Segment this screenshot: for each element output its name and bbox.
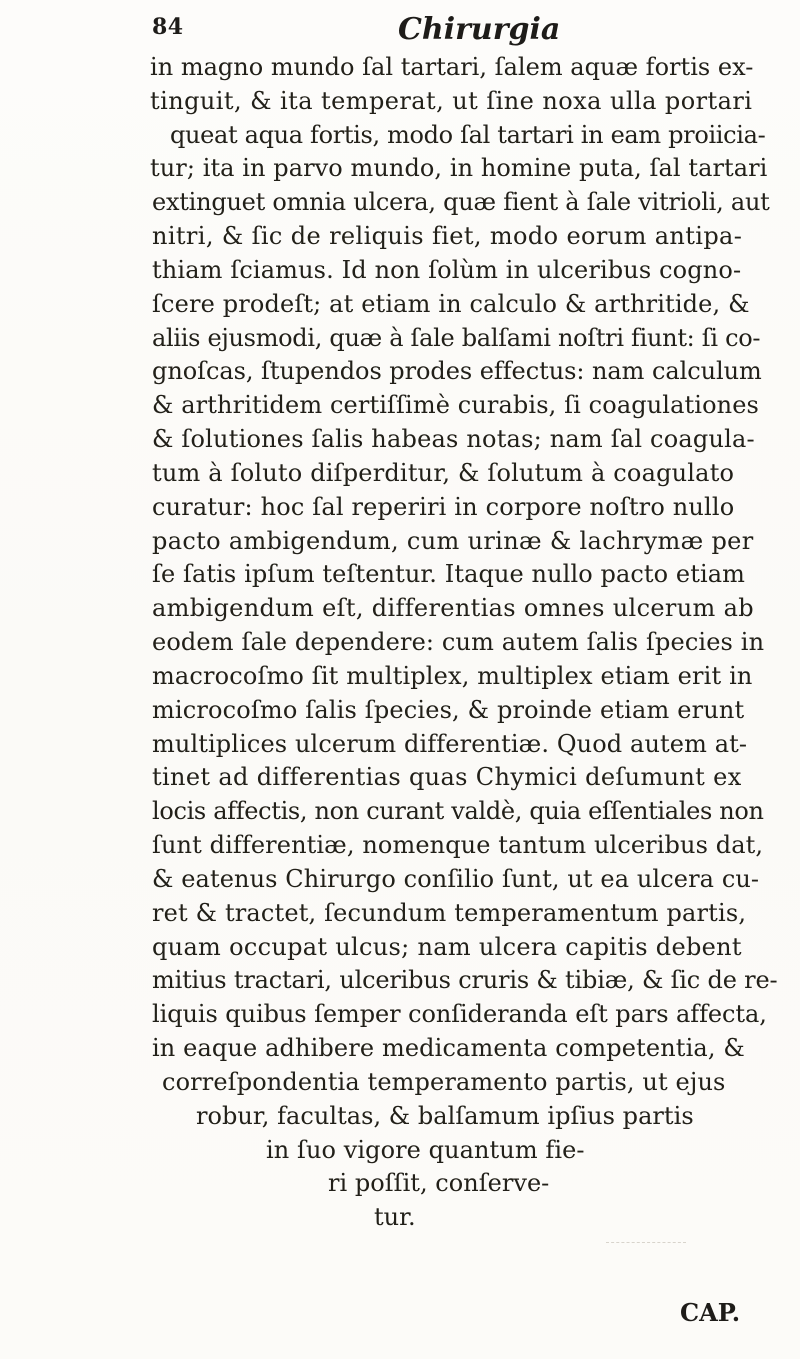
page-smudge: [606, 1242, 686, 1247]
text-line: aliis ejusmodi, quæ à ſale balſami noſtri fiunt: ſi co-: [152, 324, 761, 352]
text-line: in magno mundo ſal tartari, ſalem aquæ fortis ex-: [150, 53, 754, 81]
text-line: correſpondentia temperamento partis, ut ejus: [162, 1068, 726, 1096]
text-line: liquis quibus ſemper conſideranda eſt pars affecta,: [152, 1000, 767, 1028]
text-line: ret & tractet, ſecundum temperamentum partis,: [152, 899, 747, 927]
running-head: Chirurgia: [398, 12, 561, 47]
text-line: tur.: [374, 1203, 416, 1231]
text-line: tur; ita in parvo mundo, in homine puta, ſal tartari: [150, 154, 768, 182]
text-line: robur, facultas, & balſamum ipſius partis: [196, 1102, 694, 1130]
text-line: gnoſcas, ſtupendos prodes effectus: nam calculum: [152, 357, 762, 385]
text-line: ſunt differentiæ, nomenque tantum ulceribus dat,: [152, 831, 764, 859]
text-line: ſcere prodeſt; at etiam in calculo & arthritide, &: [152, 290, 750, 318]
page-header: [0, 12, 800, 48]
text-line: tinguit, & ita temperat, ut ſine noxa ulla portari: [150, 87, 753, 115]
text-line: pacto ambigendum, cum urinæ & lachrymæ per: [152, 527, 754, 555]
text-line: ſe ſatis ipſum teſtentur. Itaque nullo pacto etiam: [152, 560, 746, 588]
text-line: locis affectis, non curant valdè, quia eſſentiales non: [152, 797, 764, 825]
text-line: extinguet omnia ulcera, quæ fient à ſale vitrioli, aut: [152, 188, 770, 216]
text-line: ambigendum eſt, differentias omnes ulcerum ab: [152, 594, 754, 622]
text-line: in eaque adhibere medicamenta competentia, &: [152, 1034, 745, 1062]
catchword: CAP.: [680, 1298, 741, 1327]
text-line: & arthritidem certiſſimè curabis, ſi coagulationes: [152, 391, 759, 419]
text-line: in ſuo vigore quantum fie-: [266, 1136, 585, 1164]
text-line: & ſolutiones ſalis habeas notas; nam ſal coagula-: [152, 425, 755, 453]
text-line: tinet ad differentias quas Chymici deſumunt ex: [152, 763, 742, 791]
text-line: queat aqua fortis, modo ſal tartari in eam proiicia-: [170, 121, 766, 149]
text-line: ri poſſit, conſerve-: [328, 1169, 550, 1197]
page-number: 84: [152, 14, 184, 40]
text-line: nitri, & ſic de reliquis fiet, modo eorum antipa-: [152, 222, 743, 250]
text-line: curatur: hoc ſal reperiri in corpore noſtro nullo: [152, 493, 735, 521]
text-line: mitius tractari, ulceribus cruris & tibiæ, & ſic de re-: [152, 966, 778, 994]
text-line: multiplices ulcerum differentiæ. Quod autem at-: [152, 730, 748, 758]
text-line: macrocoſmo ſit multiplex, multiplex etiam erit in: [152, 662, 753, 690]
text-line: quam occupat ulcus; nam ulcera capitis debent: [152, 933, 742, 961]
text-line: eodem ſale dependere: cum autem ſalis ſpecies in: [152, 628, 765, 656]
text-line: & eatenus Chirurgo conſilio ſunt, ut ea ulcera cu-: [152, 865, 760, 893]
text-line: thiam ſciamus. Id non ſolùm in ulceribus cogno-: [152, 256, 742, 284]
text-line: tum à ſoluto diſperditur, & ſolutum à coagulato: [152, 459, 735, 487]
text-line: microcoſmo ſalis ſpecies, & proinde etiam erunt: [152, 696, 745, 724]
